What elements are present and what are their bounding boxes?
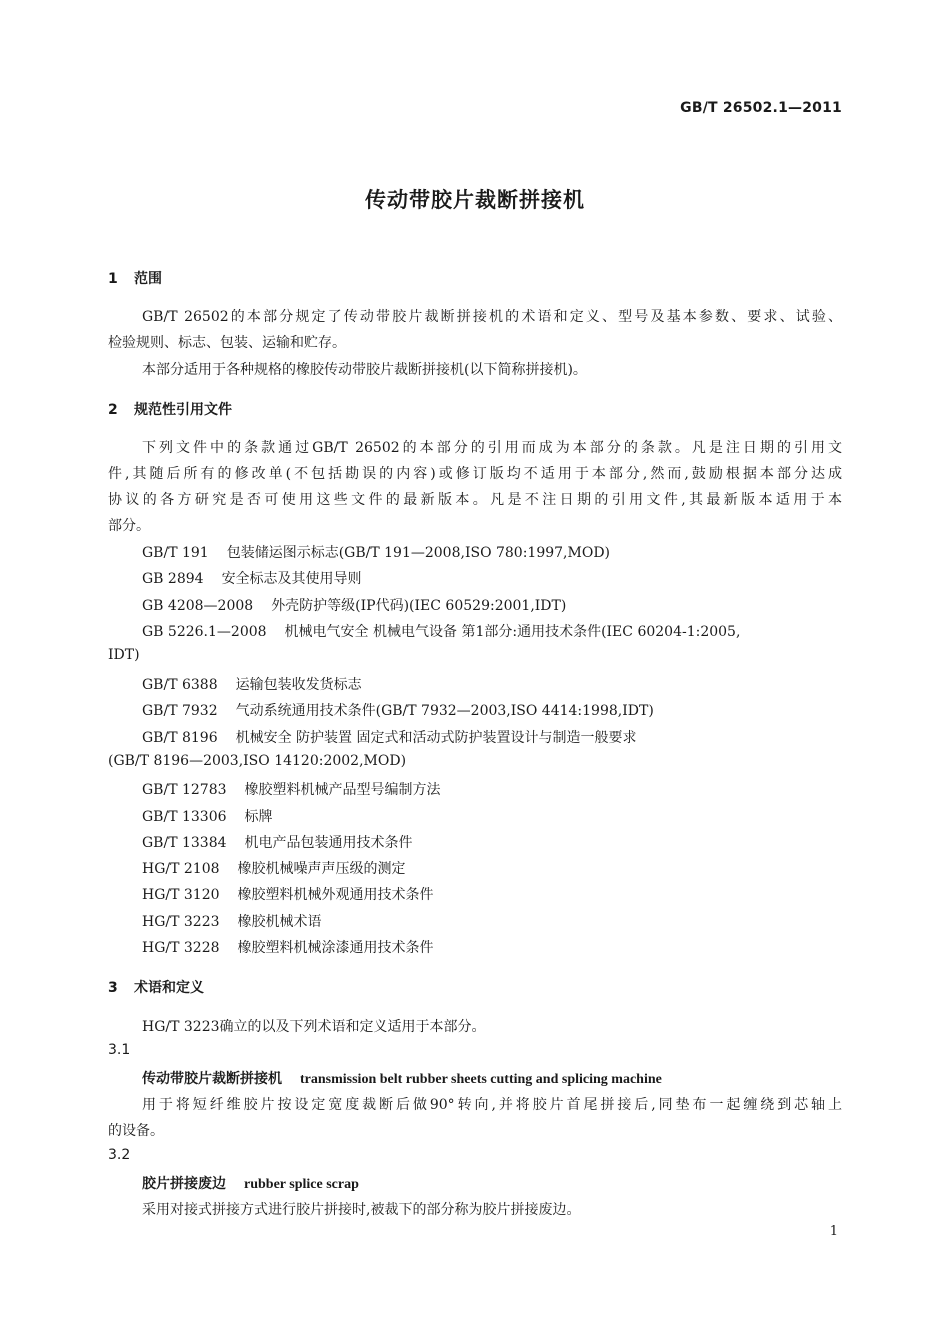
definition-line: 采用对接式拼接方式进行胶片拼接时,被裁下的部分称为胶片拼接废边。 (142, 1202, 581, 1218)
reference-item (142, 621, 740, 641)
section-number: 2 (108, 402, 118, 418)
reference-title: 机械安全 防护装置 固定式和活动式防护装置设计与制造一般要求 (235, 730, 637, 746)
reference-item (142, 832, 413, 852)
section-2-heading (108, 399, 232, 419)
reference-code: GB/T 12783 (142, 782, 227, 798)
reference-code: GB/T 7932 (142, 703, 218, 719)
reference-continuation: IDT) (108, 647, 140, 663)
document-title: 传动带胶片裁断拼接机 (365, 188, 585, 212)
term-chinese: 传动带胶片裁断拼接机 (142, 1071, 282, 1087)
section-number: 1 (108, 271, 118, 287)
reference-item (142, 568, 362, 588)
paragraph-line: HG/T 3223确立的以及下列术语和定义适用于本部分。 (142, 1019, 486, 1035)
reference-title: 橡胶机械术语 (237, 914, 322, 930)
reference-item (142, 727, 637, 747)
reference-code: GB/T 13306 (142, 809, 227, 825)
section-title: 术语和定义 (134, 980, 204, 996)
section-title: 范围 (134, 271, 162, 287)
reference-code: GB/T 8196 (142, 730, 218, 746)
reference-item (142, 674, 362, 694)
reference-item (142, 937, 434, 957)
reference-item (142, 884, 434, 904)
definition-line: 的设备。 (108, 1123, 164, 1139)
reference-code: HG/T 3120 (142, 887, 220, 903)
page-number: 1 (829, 1224, 838, 1239)
reference-title: 气动系统通用技术条件(GB/T 7932—2003,ISO 4414:1998,IDT) (235, 703, 654, 719)
reference-item (142, 700, 654, 720)
reference-title: 安全标志及其使用导则 (221, 571, 362, 587)
reference-item (142, 779, 441, 799)
term-chinese: 胶片拼接废边 (142, 1176, 226, 1192)
reference-title: 包装储运图示标志(GB/T 191—2008,ISO 780:1997,MOD) (226, 545, 611, 561)
definition-line: 用于将短纤维胶片按设定宽度裁断后做90°转向,并将胶片首尾拼接后,同垫布一起缠绕到芯轴上 (142, 1097, 842, 1113)
paragraph-line: 检验规则、标志、包装、运输和贮存。 (108, 335, 346, 351)
term-english: rubber splice scrap (244, 1177, 359, 1192)
section-1-heading (108, 268, 162, 288)
reference-title: 标牌 (244, 809, 273, 825)
section-number: 3 (108, 980, 118, 996)
paragraph-line: 下列文件中的条款通过GB/T 26502的本部分的引用而成为本部分的条款。凡是注日期的引用文 (142, 440, 842, 456)
paragraph-line: GB/T 26502的本部分规定了传动带胶片裁断拼接机的术语和定义、型号及基本参数、要求、试验、 (142, 309, 842, 325)
reference-code: GB 5226.1—2008 (142, 624, 267, 640)
term-english: transmission belt rubber sheets cutting and splicing machine (300, 1072, 662, 1087)
reference-code: GB/T 13384 (142, 835, 227, 851)
term-number: 3.2 (108, 1147, 131, 1163)
reference-title: 机械电气安全 机械电气设备 第1部分:通用技术条件(IEC 60204-1:2005, (284, 624, 741, 640)
reference-title: 橡胶塑料机械产品型号编制方法 (244, 782, 441, 798)
term-heading (142, 1173, 359, 1193)
reference-item (142, 911, 322, 931)
paragraph-line: 协议的各方研究是否可使用这些文件的最新版本。凡是不注日期的引用文件,其最新版本适用于本 (108, 492, 842, 508)
reference-title: 橡胶机械噪声声压级的测定 (237, 861, 406, 877)
term-heading (142, 1068, 662, 1088)
section-title: 规范性引用文件 (134, 402, 232, 418)
standard-code: GB/T 26502.1—2011 (680, 100, 842, 116)
reference-title: 橡胶塑料机械涂漆通用技术条件 (237, 940, 434, 956)
reference-code: GB/T 191 (142, 545, 209, 561)
paragraph-line: 部分。 (108, 518, 150, 534)
paragraph-line: 件,其随后所有的修改单(不包括勘误的内容)或修订版均不适用于本部分,然而,鼓励根据本部分达成 (108, 466, 842, 482)
reference-code: GB 4208—2008 (142, 598, 254, 614)
reference-item (142, 858, 406, 878)
reference-code: HG/T 3223 (142, 914, 220, 930)
reference-code: HG/T 3228 (142, 940, 220, 956)
reference-title: 橡胶塑料机械外观通用技术条件 (237, 887, 434, 903)
reference-code: GB/T 6388 (142, 677, 218, 693)
term-number: 3.1 (108, 1042, 131, 1058)
reference-item (142, 542, 610, 562)
reference-title: 机电产品包装通用技术条件 (244, 835, 413, 851)
paragraph-line: 本部分适用于各种规格的橡胶传动带胶片裁断拼接机(以下简称拼接机)。 (142, 362, 587, 378)
reference-title: 运输包装收发货标志 (235, 677, 362, 693)
reference-code: GB 2894 (142, 571, 204, 587)
reference-item (142, 806, 273, 826)
reference-continuation: (GB/T 8196—2003,ISO 14120:2002,MOD) (108, 753, 407, 769)
reference-code: HG/T 2108 (142, 861, 220, 877)
reference-title: 外壳防护等级(IP代码)(IEC 60529:2001,IDT) (271, 598, 567, 614)
section-3-heading (108, 977, 204, 997)
reference-item (142, 595, 566, 615)
